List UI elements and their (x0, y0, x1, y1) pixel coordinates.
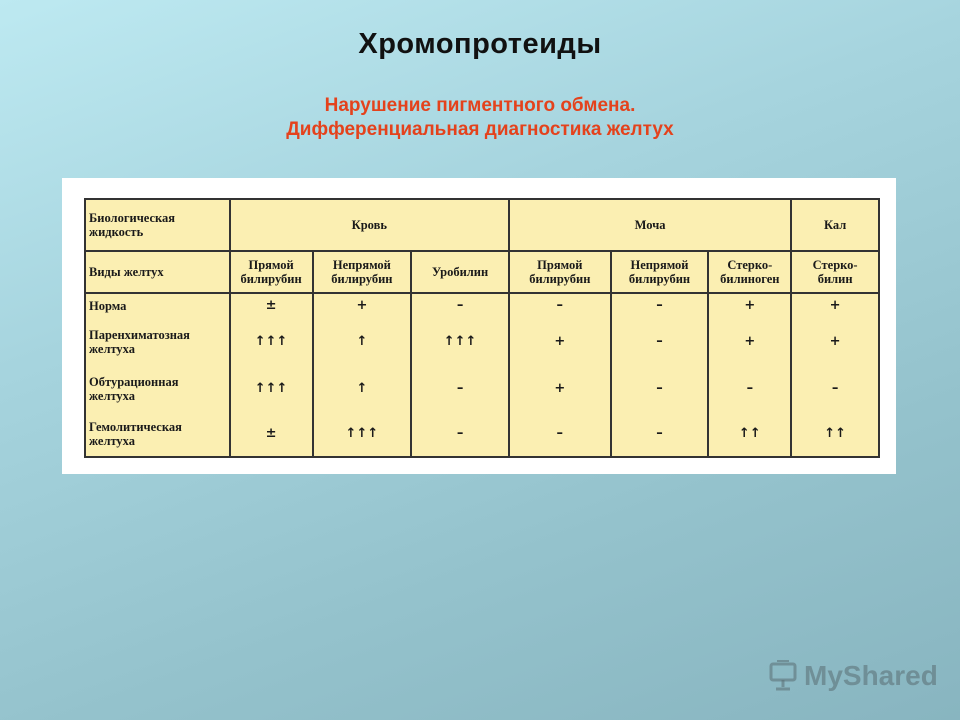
row-label: Норма (85, 293, 230, 318)
watermark-my: My (804, 660, 843, 691)
row-header-label: Виды желтух (85, 251, 230, 293)
table-cell: – (411, 366, 509, 412)
table-cell: ± (230, 293, 313, 318)
row-label: Обтурационная желтуха (85, 366, 230, 412)
table-row (85, 412, 879, 457)
table-cell: ↑↑↑ (313, 412, 412, 457)
table-cell: – (509, 293, 611, 318)
corner-header: Биологическая жидкость (85, 199, 230, 251)
subtitle-line-2: Дифференциальная диагностика желтух (286, 119, 674, 140)
table-cell: + (708, 318, 791, 366)
table-cell: – (509, 412, 611, 457)
subheader-blood-indirect: Непрямой билирубин (313, 251, 412, 293)
table-cell: + (509, 318, 611, 366)
table-cell: – (791, 366, 879, 412)
table-cell: + (791, 293, 879, 318)
table-header-row-subcolumns (85, 251, 879, 293)
table-cell: ↑↑↑ (411, 318, 509, 366)
subheader-feces-sterco: Стерко-билин (791, 251, 879, 293)
group-header-blood: Кровь (230, 199, 509, 251)
row-label: Гемолитическая желтуха (85, 412, 230, 457)
table-cell: ↑↑ (708, 412, 791, 457)
table-cell: ± (230, 412, 313, 457)
group-header-feces: Кал (791, 199, 879, 251)
table-cell: ↑ (313, 318, 412, 366)
table-cell: + (509, 366, 611, 412)
jaundice-table-image (62, 178, 896, 474)
subheader-urine-sterco: Стерко-билиноген (708, 251, 791, 293)
row-label: Паренхиматозная желтуха (85, 318, 230, 366)
slide-title: Хромопротеиды (358, 28, 602, 60)
table-row (85, 366, 879, 412)
watermark-shared: Shared (842, 660, 938, 691)
table-cell: ↑↑↑ (230, 366, 313, 412)
slide-subtitle (0, 94, 960, 142)
subtitle-line-1: Нарушение пигментного обмена. (324, 95, 636, 116)
myshared-watermark (768, 656, 938, 696)
table-cell: – (411, 412, 509, 457)
table-cell: – (611, 366, 709, 412)
table-cell: – (708, 366, 791, 412)
table-cell: + (791, 318, 879, 366)
table-row (85, 318, 879, 366)
table-row (85, 293, 879, 318)
presentation-board-icon (768, 660, 798, 692)
subheader-urine-indirect: Непрямой билирубин (611, 251, 709, 293)
subheader-urine-direct: Прямой билирубин (509, 251, 611, 293)
subheader-blood-direct: Прямой билирубин (230, 251, 313, 293)
table-cell: ↑↑↑ (230, 318, 313, 366)
table-cell: – (611, 318, 709, 366)
group-header-urine: Моча (509, 199, 791, 251)
table-cell: ↑ (313, 366, 412, 412)
jaundice-table (84, 198, 880, 458)
subheader-blood-urobilin: Уробилин (411, 251, 509, 293)
table-cell: – (611, 412, 709, 457)
table-cell: + (708, 293, 791, 318)
table-cell: + (313, 293, 412, 318)
table-cell: ↑↑ (791, 412, 879, 457)
table-header-row-groups (85, 199, 879, 251)
table-cell: – (611, 293, 709, 318)
table-cell: – (411, 293, 509, 318)
